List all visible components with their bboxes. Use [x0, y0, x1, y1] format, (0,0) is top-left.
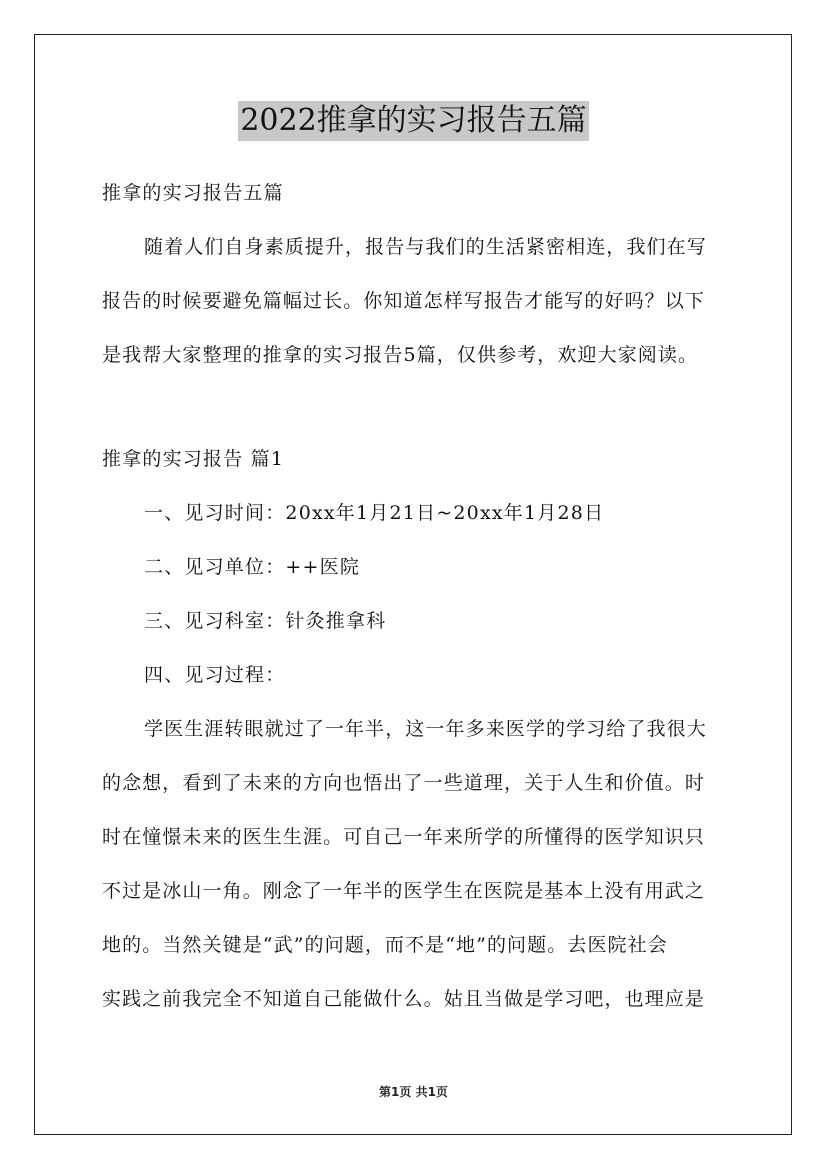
paragraph-spacer [102, 388, 727, 438]
body-line: 学医生涯转眼就过了一年半，这一年多来医学的学习给了我很大 [144, 718, 707, 740]
body-line: 地的。当然关键是“武”的问题，而不是“地”的问题。去医院社会 [102, 934, 668, 956]
intro-line: 是我帮大家整理的推拿的实习报告5篇，仅供参考，欢迎大家阅读。 [102, 344, 699, 366]
title-container [0, 101, 827, 141]
list-item: 一、见习时间：20xx年1月21日~20xx年1月28日 [144, 502, 605, 524]
list-item: 四、见习过程： [144, 664, 286, 686]
document-subtitle: 推拿的实习报告五篇 [102, 182, 284, 204]
intro-line: 报告的时候要避免篇幅过长。你知道怎样写报告才能写的好吗？以下 [102, 290, 706, 312]
intro-line: 随着人们自身素质提升，报告与我们的生活紧密相连，我们在写 [144, 236, 707, 258]
page-number: 第1页 共1页 [379, 1085, 448, 1099]
list-item: 三、见习科室：针灸推拿科 [144, 610, 387, 632]
document-body [102, 172, 727, 1032]
body-line: 实践之前我完全不知道自己能做什么。姑且当做是学习吧，也理应是 [102, 988, 706, 1010]
list-item: 二、见习单位：++医院 [144, 556, 361, 578]
body-line: 不过是冰山一角。刚念了一年半的医学生在医院是基本上没有用武之 [102, 880, 706, 902]
section-heading: 推拿的实习报告 篇1 [102, 448, 285, 470]
document-title: 2022推拿的实习报告五篇 [238, 101, 588, 141]
body-line: 时在憧憬未来的医生生涯。可自己一年来所学的所懂得的医学知识只 [102, 826, 706, 848]
body-line: 的念想，看到了未来的方向也悟出了一些道理，关于人生和价值。时 [102, 772, 706, 794]
